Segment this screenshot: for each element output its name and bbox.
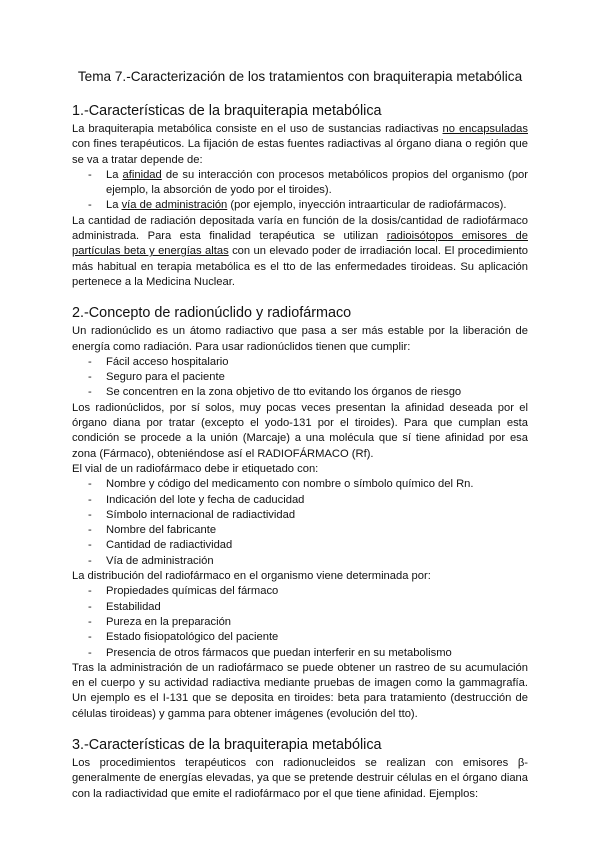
section-2-paragraph-1: Un radionúclido es un átomo radiactivo que pasa a ser más estable por la liberación de energía como radiación. Para usar radionúclidos tienen que cumplir: <box>72 325 528 353</box>
text-run: de su interacción con procesos metabólicos propios del organismo (por ejemplo, la absorción de yodo por el tiroides). <box>106 168 528 197</box>
text-run: La <box>106 199 122 212</box>
document-title: Tema 7.-Caracterización de los tratamientos con braquiterapia metabólica <box>77 69 523 84</box>
section-2-heading: 2.-Concepto de radionúclido y radiofármaco <box>72 305 352 322</box>
section-2-list-2 <box>72 477 528 569</box>
section-1-paragraph-2 <box>72 214 528 290</box>
list-item: - Indicación del lote y fecha de caducidad <box>72 493 528 508</box>
list-item: - Nombre y código del medicamento con nombre o símbolo químico del Rn. <box>72 477 528 492</box>
underlined-text: no encapsuladas <box>442 123 528 135</box>
section-2-paragraph-3: El vial de un radiofármaco debe ir etiquetado con: <box>72 462 319 475</box>
text-run: La <box>106 168 123 181</box>
section-1-paragraph-1 <box>72 122 528 168</box>
list-item <box>72 168 528 199</box>
section-3-heading: 3.-Características de la braquiterapia metabólica <box>72 736 382 753</box>
list-item: - Símbolo internacional de radiactividad <box>72 508 528 523</box>
underlined-text: afinidad <box>122 168 162 181</box>
text-run: con un elevado poder de irradiación local. El procedimiento más habitual en terapia metabólica es el tto de las enfermedades tiroideas. Su aplicación pertenece a la Medicina Nuclear. <box>72 245 528 288</box>
list-item: - Seguro para el paciente <box>72 370 528 385</box>
section-3 <box>72 736 528 802</box>
document-page <box>72 68 528 816</box>
list-item: - Nombre del fabricante <box>72 523 528 538</box>
list-item: - Fácil acceso hospitalario <box>72 355 528 370</box>
text-run: con fines terapéuticos. La fijación de estas fuentes radiactivas al órgano diana o región que se va a tratar depende de: <box>72 138 528 166</box>
section-1-heading: 1.-Características de la braquiterapia metabólica <box>72 103 382 119</box>
section-2 <box>72 304 528 722</box>
list-item: - Pureza en la preparación <box>72 615 528 630</box>
underlined-text: radioisótopos emisores de partículas beta y energías altas <box>72 230 528 258</box>
section-3-paragraph-1: Los procedimientos terapéuticos con radionucleidos se realizan con emisores β- generalmente de energías elevadas, ya que se pretende destruir células en el órgano diana con la radiactividad que emite el radiofármaco por el que tiene afinidad. Ejemplos: <box>72 756 528 800</box>
list-item: - Se concentren en la zona objetivo de tto evitando los órganos de riesgo <box>72 385 528 400</box>
section-2-paragraph-5: Tras la administración de un radiofármaco se puede obtener un rastreo de su acumulación en el cuerpo y su actividad radiactiva mediante pruebas de imagen como la gammagrafía. Un ejemplo es el I-131 que se deposita en tiroides: beta para tratamiento (destrucción de células tiroideas) y gamma para obtener imágenes (evolución del tto). <box>72 661 528 720</box>
list-item: - Propiedades químicas del fármaco <box>72 584 528 599</box>
list-item: - Presencia de otros fármacos que puedan interferir en su metabolismo <box>72 646 528 661</box>
text-run: (por ejemplo, inyección intraarticular de radiofármacos). <box>227 199 507 212</box>
section-2-list-3 <box>72 584 528 660</box>
section-1-list <box>72 168 528 214</box>
text-run: La braquiterapia metabólica consiste en el uso de sustancias radiactivas <box>72 123 443 135</box>
section-2-paragraph-2: Los radionúclidos, por sí solos, muy pocas veces presentan la afinidad deseada por el órgano diana por tratar (excepto el yodo-131 por el tiroides). Para que cumplan esta condición se procede a la unión (Marcaje) a una molécula que sí tiene afinidad por esa zona (Fármaco), obteniéndose así el RADIOFÁRMACO (Rf). <box>72 401 528 460</box>
section-2-paragraph-4: La distribución del radiofármaco en el organismo viene determinada por: <box>72 570 431 583</box>
section-2-list-1 <box>72 355 528 401</box>
underlined-text: vía de administración <box>121 199 228 212</box>
list-item: - Vía de administración <box>72 554 528 569</box>
section-1 <box>72 102 528 290</box>
list-item: - Estado fisiopatológico del paciente <box>72 630 528 645</box>
list-item: - Estabilidad <box>72 600 528 615</box>
list-item: - Cantidad de radiactividad <box>72 538 528 553</box>
text-run: La cantidad de radiación depositada varía en función de la dosis/cantidad de radiofármaco administrada. Para esta finalidad terapéutica se utilizan <box>72 214 528 243</box>
list-item <box>72 198 528 213</box>
